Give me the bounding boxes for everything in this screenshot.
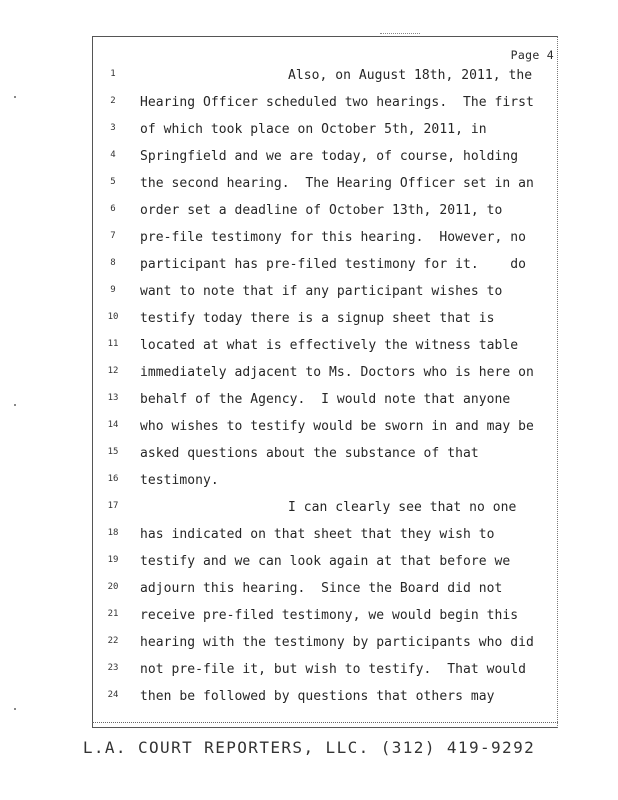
transcript-line: order set a deadline of October 13th, 2011, to bbox=[140, 203, 503, 218]
scan-speck bbox=[14, 708, 16, 710]
line-number: 14 bbox=[107, 420, 119, 430]
transcript-line: who wishes to testify would be sworn in and may be bbox=[140, 419, 534, 434]
transcript-line: participant has pre-filed testimony for it. do bbox=[140, 257, 526, 272]
line-number: 11 bbox=[107, 339, 119, 349]
transcript-line: asked questions about the substance of that bbox=[140, 446, 479, 461]
scan-speck bbox=[14, 96, 16, 98]
transcript-line: behalf of the Agency. I would note that anyone bbox=[140, 392, 511, 407]
line-number: 7 bbox=[110, 231, 116, 241]
transcript-line: the second hearing. The Hearing Officer set in an bbox=[140, 176, 534, 191]
transcript-line: located at what is effectively the witness table bbox=[140, 338, 519, 353]
page-number: Page 4 bbox=[510, 48, 554, 62]
line-number: 19 bbox=[107, 555, 119, 565]
line-number: 22 bbox=[107, 636, 119, 646]
transcript-line: immediately adjacent to Ms. Doctors who is here on bbox=[140, 365, 534, 380]
line-number: 2 bbox=[110, 96, 116, 106]
transcript-line: then be followed by questions that others may bbox=[140, 689, 495, 704]
transcript-line: of which took place on October 5th, 2011, in bbox=[140, 122, 487, 137]
line-number: 4 bbox=[110, 150, 116, 160]
transcript-line: testify today there is a signup sheet that is bbox=[140, 311, 495, 326]
line-number: 13 bbox=[107, 393, 119, 403]
line-number: 8 bbox=[110, 258, 116, 268]
line-number: 21 bbox=[107, 609, 119, 619]
transcript-line: Springfield and we are today, of course, holding bbox=[140, 149, 519, 164]
transcript-line: Hearing Officer scheduled two hearings. The first bbox=[140, 95, 534, 110]
line-number: 6 bbox=[110, 204, 116, 214]
line-number: 16 bbox=[107, 474, 119, 484]
transcript-line: receive pre-filed testimony, we would begin this bbox=[140, 608, 519, 623]
transcript-line: want to note that if any participant wishes to bbox=[140, 284, 503, 299]
line-number: 23 bbox=[107, 663, 119, 673]
court-reporter-footer: L.A. COURT REPORTERS, LLC. (312) 419-9292 bbox=[82, 738, 536, 757]
line-number: 5 bbox=[110, 177, 116, 187]
transcript-line: testify and we can look again at that before we bbox=[140, 554, 511, 569]
transcript-line: Also, on August 18th, 2011, the bbox=[288, 68, 533, 83]
scan-top-mark bbox=[380, 33, 420, 35]
line-number: 20 bbox=[107, 582, 119, 592]
line-number-column bbox=[102, 66, 124, 714]
line-number: 17 bbox=[107, 501, 119, 511]
transcript-line: adjourn this hearing. Since the Board did not bbox=[140, 581, 503, 596]
line-number: 3 bbox=[110, 123, 116, 133]
line-number: 18 bbox=[107, 528, 119, 538]
page-bottom-rule bbox=[92, 722, 558, 724]
transcript-line: pre-file testimony for this hearing. However, no bbox=[140, 230, 526, 245]
line-number: 24 bbox=[107, 690, 119, 700]
line-number: 1 bbox=[110, 69, 116, 79]
transcript-line: hearing with the testimony by participants who did bbox=[140, 635, 534, 650]
scan-speck bbox=[14, 404, 16, 406]
transcript-line: I can clearly see that no one bbox=[288, 500, 517, 515]
line-number: 15 bbox=[107, 447, 119, 457]
line-number: 9 bbox=[110, 285, 116, 295]
line-number: 12 bbox=[107, 366, 119, 376]
transcript-line: not pre-file it, but wish to testify. That would bbox=[140, 662, 526, 677]
transcript-line: testimony. bbox=[140, 473, 219, 488]
line-number: 10 bbox=[107, 312, 119, 322]
transcript-text bbox=[140, 66, 552, 714]
transcript-line: has indicated on that sheet that they wish to bbox=[140, 527, 495, 542]
